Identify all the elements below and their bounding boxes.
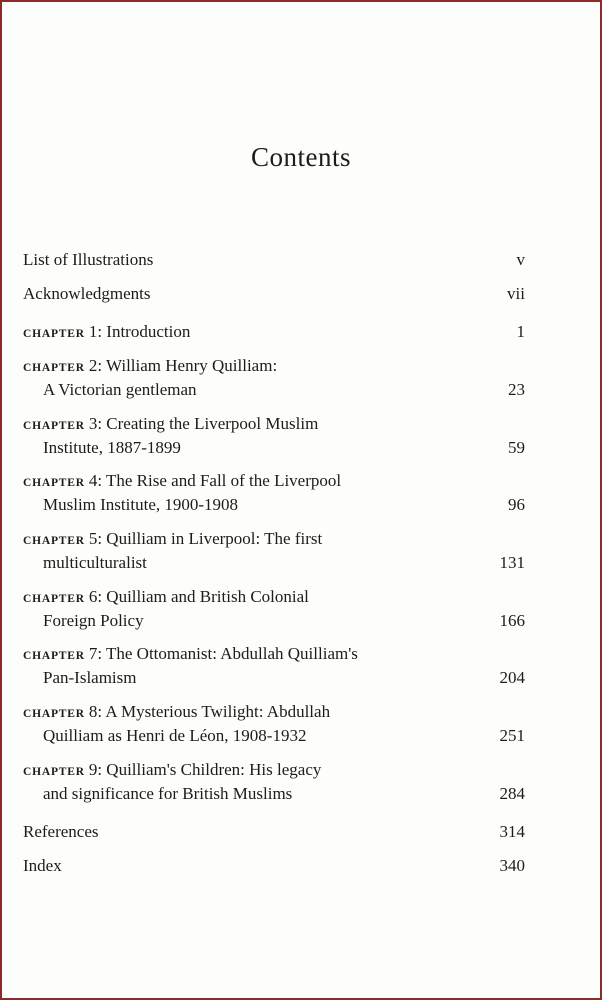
- toc-chapter-entry: [23, 354, 525, 402]
- toc-entry-line: [23, 412, 525, 436]
- toc-chapter-entry: [23, 527, 525, 575]
- toc-entry-title: [23, 585, 309, 611]
- chapter-label: CHAPTER: [23, 650, 85, 662]
- toc-entry-text: References: [23, 822, 99, 841]
- page-number: 251: [499, 726, 525, 745]
- page-number: 96: [508, 495, 525, 514]
- toc-entry-line: [23, 585, 525, 609]
- toc-entry-title: [23, 527, 322, 553]
- toc-entry-text: Foreign Policy: [43, 611, 144, 630]
- toc-entry-text: 1: Introduction: [88, 322, 191, 341]
- toc-entry-title: [23, 282, 150, 306]
- toc-entry-line: [23, 782, 525, 806]
- toc-entry: [23, 854, 525, 878]
- toc-entry-title: [43, 724, 306, 748]
- toc-chapter-entry: [23, 469, 525, 517]
- page-title: Contents: [250, 142, 351, 172]
- toc-entry-line: [23, 527, 525, 551]
- page-number: 59: [508, 438, 525, 457]
- toc-entry-line: [23, 493, 525, 517]
- toc-entry: [23, 282, 525, 306]
- toc-entry-text: 9: Quilliam's Children: His legacy: [88, 760, 322, 779]
- page-number: 23: [508, 380, 525, 399]
- toc-entry-line: [23, 724, 525, 748]
- chapter-label: CHAPTER: [23, 328, 85, 340]
- toc-chapter-entry: [23, 758, 525, 806]
- toc-entry-text: Muslim Institute, 1900-1908: [43, 495, 239, 514]
- toc-entry-title: [23, 854, 62, 878]
- chapter-label: CHAPTER: [23, 593, 85, 605]
- toc-entry-title: [23, 412, 318, 438]
- toc-entry-title: [23, 248, 153, 272]
- toc-entry-line: [23, 551, 525, 575]
- toc-entry-title: [23, 354, 277, 380]
- toc-entry-text: multiculturalist: [43, 553, 147, 572]
- toc-chapter-entry: [23, 700, 525, 748]
- page-number: 314: [499, 822, 525, 841]
- toc-chapter-entry: [23, 585, 525, 633]
- toc-entry-text: 4: The Rise and Fall of the Liverpool: [88, 471, 342, 490]
- toc-entry-line: [23, 378, 525, 402]
- page-number: 1: [516, 322, 525, 341]
- toc-entry-text: A Victorian gentleman: [43, 380, 197, 399]
- toc-entry-line: [23, 282, 525, 306]
- toc-entry-text: 6: Quilliam and British Colonial: [88, 587, 309, 606]
- chapter-label: CHAPTER: [23, 708, 85, 720]
- toc-entry-text: Quilliam as Henri de Léon, 1908-1932: [43, 726, 307, 745]
- page-number: 340: [499, 856, 525, 875]
- toc-entry-text: and significance for British Muslims: [43, 784, 293, 803]
- toc-entry-text: 7: The Ottomanist: Abdullah Quilliam's: [88, 644, 358, 663]
- toc-entry-line: [23, 436, 525, 460]
- toc-entry-line: [23, 354, 525, 378]
- page-number: 131: [499, 553, 525, 572]
- page-number: vii: [507, 284, 525, 303]
- toc-entry-text: 2: William Henry Quilliam:: [88, 356, 278, 375]
- toc-entry-text: Pan-Islamism: [43, 668, 137, 687]
- toc-entry-text: Institute, 1887-1899: [43, 438, 181, 457]
- page-number: v: [516, 250, 525, 269]
- toc-chapter-entry: [23, 412, 525, 460]
- toc-entry-title: [43, 436, 181, 460]
- toc-chapter-entry: [23, 320, 525, 344]
- toc-entry-title: [23, 758, 321, 784]
- chapter-label: CHAPTER: [23, 477, 85, 489]
- toc-entry-line: [23, 469, 525, 493]
- toc-entry-line: [23, 758, 525, 782]
- toc-entry-line: [23, 854, 525, 878]
- chapter-label: CHAPTER: [23, 362, 85, 374]
- toc-entry-line: [23, 642, 525, 666]
- toc-entry-line: [23, 320, 525, 344]
- toc-entry-title: [43, 378, 197, 402]
- toc-entry: [23, 820, 525, 844]
- chapter-label: CHAPTER: [23, 420, 85, 432]
- page-number: 284: [499, 784, 525, 803]
- toc-entry-line: [23, 666, 525, 690]
- toc-entry-title: [23, 320, 190, 346]
- toc-entry-text: 8: A Mysterious Twilight: Abdullah: [88, 702, 331, 721]
- toc-entry-line: [23, 609, 525, 633]
- toc-entry-title: [23, 820, 99, 844]
- toc-entry-title: [43, 551, 147, 575]
- toc-entry-line: [23, 700, 525, 724]
- toc-entry-text: List of Illustrations: [23, 250, 154, 269]
- toc-entry-title: [43, 493, 238, 517]
- page-number: 204: [499, 668, 525, 687]
- toc-entry-title: [43, 609, 144, 633]
- toc-chapter-entry: [23, 642, 525, 690]
- toc-entry-text: Index: [23, 856, 62, 875]
- toc-entry-title: [23, 700, 330, 726]
- toc-entry: [23, 248, 525, 272]
- toc-entry-title: [23, 469, 341, 495]
- chapter-label: CHAPTER: [23, 535, 85, 547]
- toc-entry-title: [43, 782, 292, 806]
- chapter-label: CHAPTER: [23, 766, 85, 778]
- toc-entry-text: 3: Creating the Liverpool Muslim: [88, 414, 319, 433]
- toc-entry-text: 5: Quilliam in Liverpool: The first: [88, 529, 323, 548]
- toc-entry-line: [23, 248, 525, 272]
- toc-entry-title: [23, 642, 358, 668]
- toc-entry-text: Acknowledgments: [23, 284, 151, 303]
- toc-entry-title: [43, 666, 137, 690]
- page-number: 166: [499, 611, 525, 630]
- toc-entry-line: [23, 820, 525, 844]
